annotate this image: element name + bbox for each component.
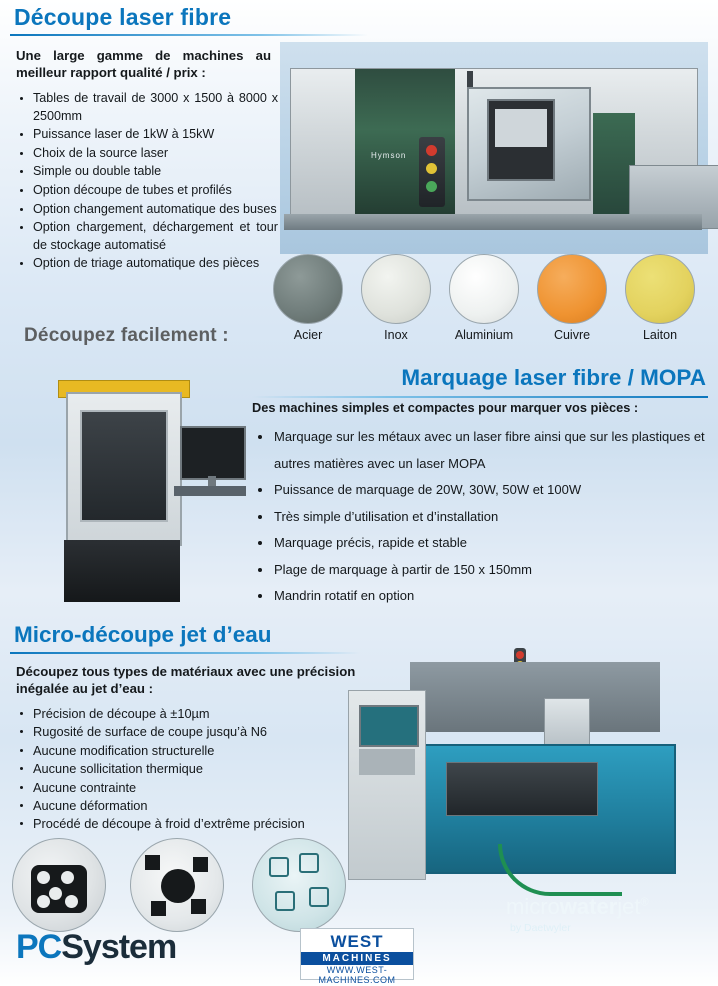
list-item: Marquage sur les métaux avec un laser fibre ainsi que sur les plastiques et autres matières avec un laser MOPA — [252, 424, 710, 477]
sample-square — [145, 855, 160, 870]
registered-icon: ® — [640, 896, 649, 909]
sample-part-dark — [31, 865, 87, 913]
material-inox — [360, 254, 432, 342]
machine-door-window — [80, 410, 168, 522]
list-item: Aucune sollicitation thermique — [16, 760, 366, 778]
west-logo-line3: WWW.WEST-MACHINES.COM — [318, 965, 396, 985]
list-item: Aucune contrainte — [16, 779, 366, 797]
hole-icon — [61, 871, 74, 884]
company-logo-suffix: System — [61, 928, 177, 966]
list-item: Très simple d’utilisation et d’installation — [252, 504, 710, 531]
machine-body — [290, 68, 698, 222]
machine-keypad — [359, 749, 415, 775]
material-label: Inox — [384, 328, 408, 342]
material-label: Acier — [293, 328, 323, 342]
indicator-green-icon — [426, 181, 437, 192]
material-swatch-icon — [625, 254, 695, 324]
waterjet-machine-photo — [348, 648, 710, 934]
material-swatch-icon — [361, 254, 431, 324]
material-label: Aluminium — [454, 328, 514, 342]
laser-cutting-machine-photo — [280, 42, 708, 254]
hole-icon — [65, 895, 78, 908]
machine-panel-screen — [495, 109, 547, 147]
section-divider-laser — [10, 34, 368, 36]
logo-part-micro: micro — [506, 894, 560, 919]
waterjet-logo — [506, 894, 649, 920]
sample-chip — [299, 853, 319, 873]
list-item: Tables de travail de 3000 x 1500 à 8000 x 2500mm — [16, 90, 278, 125]
list-item: Puissance laser de 1kW à 15kW — [16, 126, 278, 144]
company-logo — [16, 928, 176, 967]
west-machines-logo — [300, 928, 414, 985]
hole-icon — [49, 887, 62, 900]
machine-cabinet — [66, 392, 182, 546]
marking-machine-photo — [48, 374, 248, 606]
indicator-red-icon — [516, 651, 524, 659]
logo-part-water: water — [559, 894, 618, 919]
list-item: Plage de marquage à partir de 150 x 150mm — [252, 557, 710, 584]
company-logo-prefix: PC — [16, 928, 62, 966]
machine-button-column — [419, 137, 445, 207]
sample-square — [193, 857, 208, 872]
laser-feature-list — [16, 90, 278, 274]
sample-photo-2 — [130, 838, 224, 932]
laser-intro-text: Une large gamme de machines au meilleur rapport qualité / prix : — [16, 48, 271, 80]
sample-chip — [309, 887, 329, 907]
machine-base — [284, 214, 702, 230]
list-item: Procédé de découpe à froid d’extrême précision — [16, 815, 366, 833]
list-item: Puissance de marquage de 20W, 30W, 50W et 100W — [252, 477, 710, 504]
machine-cutting-bed — [446, 762, 598, 816]
material-acier — [272, 254, 344, 342]
list-item: Aucune déformation — [16, 797, 366, 815]
logo-part-jet: jet — [617, 894, 641, 919]
sample-square — [151, 901, 166, 916]
machine-base-cabinet — [64, 540, 180, 602]
sample-parts-photos — [8, 838, 348, 934]
indicator-yellow-icon — [426, 163, 437, 174]
material-label: Cuivre — [553, 328, 591, 342]
machine-hose — [498, 844, 622, 896]
material-swatch-icon — [449, 254, 519, 324]
list-item: Précision de découpe à ±10µm — [16, 705, 366, 723]
material-aluminium — [448, 254, 520, 342]
section-title-waterjet: Micro-découpe jet d’eau — [14, 622, 272, 647]
section-divider-waterjet — [10, 652, 360, 654]
machine-monitor — [180, 426, 246, 480]
hole-icon — [37, 895, 50, 908]
waterjet-intro-text: Découpez tous types de matériaux avec une précision inégalée au jet d’eau : — [16, 664, 356, 696]
marquage-feature-list — [252, 424, 710, 610]
machine-gantry — [410, 662, 660, 732]
west-logo-line2: MACHINES — [301, 952, 413, 965]
material-cuivre — [536, 254, 608, 342]
material-label: Laiton — [642, 328, 678, 342]
section-title-laser: Découpe laser fibre — [14, 4, 232, 30]
waterjet-feature-list — [16, 705, 366, 834]
sample-square — [191, 899, 206, 914]
sample-photo-1 — [12, 838, 106, 932]
machine-screen — [359, 705, 419, 747]
laser-subtitle: Découpez facilement : — [24, 325, 229, 346]
list-item: Option de triage automatique des pièces — [16, 255, 278, 273]
marquage-intro-text: Des machines simples et compactes pour marquer vos pièces : — [252, 400, 639, 415]
list-item: Option chargement, déchargement et tour de stockage automatisé — [16, 219, 278, 254]
list-item: Aucune modification structurelle — [16, 742, 366, 760]
list-item: Rugosité de surface de coupe jusqu’à N6 — [16, 723, 366, 741]
list-item: Option changement automatique des buses — [16, 201, 278, 219]
list-item: Mandrin rotatif en option — [252, 583, 710, 610]
waterjet-logo-sub: by Daetwyler — [510, 922, 571, 934]
material-swatch-icon — [273, 254, 343, 324]
sample-chip — [269, 857, 289, 877]
machine-keyboard-tray — [174, 486, 246, 496]
indicator-red-icon — [426, 145, 437, 156]
material-swatches — [272, 254, 712, 350]
machine-control-panel — [487, 99, 555, 181]
machine-control-cabinet — [348, 690, 426, 880]
sample-photo-3 — [252, 838, 346, 932]
list-item: Marquage précis, rapide et stable — [252, 530, 710, 557]
hole-icon — [37, 871, 50, 884]
material-laiton — [624, 254, 696, 342]
list-item: Simple ou double table — [16, 163, 278, 181]
material-swatch-icon — [537, 254, 607, 324]
west-logo-line1: WEST — [330, 932, 384, 951]
section-divider-marquage — [252, 396, 708, 398]
sample-chip — [275, 891, 295, 911]
machine-brand-label: Hymson — [371, 151, 407, 160]
section-title-marquage: Marquage laser fibre / MOPA — [401, 365, 706, 390]
sample-ring — [161, 869, 195, 903]
list-item: Option découpe de tubes et profilés — [16, 182, 278, 200]
list-item: Choix de la source laser — [16, 145, 278, 163]
